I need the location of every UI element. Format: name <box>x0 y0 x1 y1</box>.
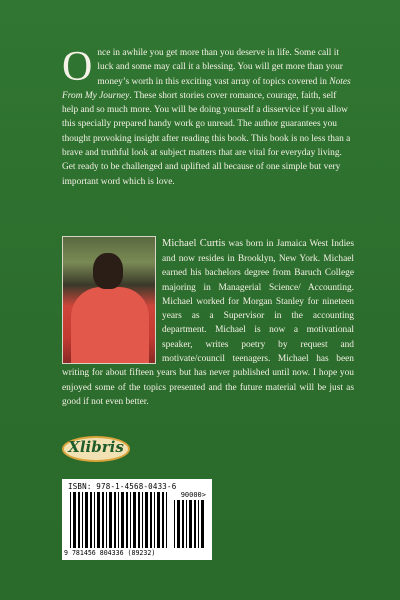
blurb-text-end: . These short stories cover romance, courage, faith, self help and so much more. You will be doing yourself a disservice if you allow this specially prepared handy work go unread. The author guarantees you thought provoking insight after reading this book. This book is no less than a brave and truthful look at subject matters that are vital for everyday living. Get ready to be challenged and uplifted all because of one simple but very important word which is love. <box>62 90 351 187</box>
price-code: 90000> <box>180 491 206 499</box>
isbn-barcode <box>62 479 212 560</box>
blurb-paragraph <box>62 46 354 189</box>
logo-text: Xlibris <box>68 438 124 456</box>
blurb-text-start: nce in awhile you get more than you deserve in life. Some call it luck and some may call it a blessing. You will get more than your money’s worth in this exciting vast array of topics covered in <box>97 48 343 87</box>
book-title: Notes From My Journey <box>62 76 351 101</box>
barcode-bars <box>70 492 170 548</box>
author-photo <box>62 236 156 364</box>
isbn-label: ISBN: 978-1-4568-0433-6 <box>68 482 177 491</box>
publisher-logo <box>62 436 130 462</box>
author-name: Michael Curtis <box>162 238 226 249</box>
author-bio-text: was born in Jamaica West Indies and now resides in Brooklyn, New York. Michael earned his bachelors degree from Baruch College majoring in Managerial Science/ Accounting. Michael worked for Morgan Stanley for nineteen years as a Supervisor in the accounting department. Michael is now a motivational speaker, writes poetry by request and motivate/council teenagers. Michael has been writing for about fifteen years but has never published until now. I hope you enjoyed some of the topics presented and the future material will be just as good if not even better. <box>62 239 354 407</box>
drop-cap: O <box>62 44 93 90</box>
author-section <box>62 236 354 409</box>
barcode-digits: 9 781456 804336 (89232) <box>64 549 156 557</box>
price-barcode-bars <box>174 500 206 548</box>
